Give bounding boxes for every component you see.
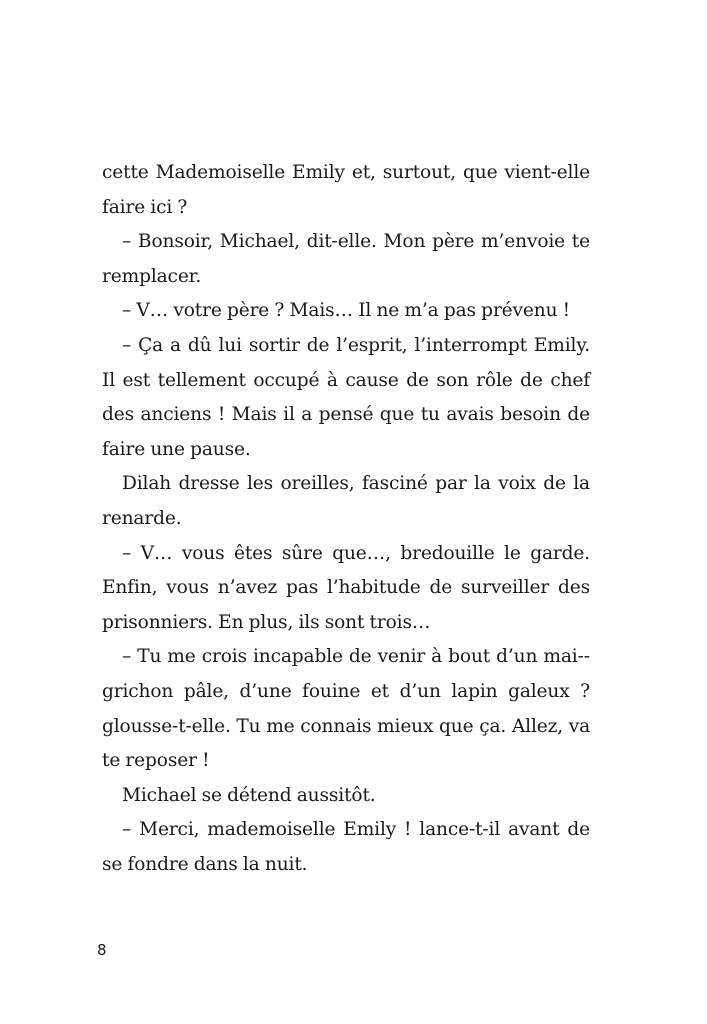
paragraph: – Tu me crois incapable de venir à bout d’un mai-grichon pâle, d’une fouine et d’un lapin galeux ? glousse-t-elle. Tu me connais mieux que ça. Allez, va te reposer ! — [102, 646, 590, 772]
paragraph: – Merci, mademoiselle Emily ! lance-t-il avant de se fondre dans la nuit. — [102, 819, 590, 875]
page-number: 8 — [97, 941, 107, 959]
body-text — [102, 156, 590, 882]
paragraph: – Ça a dû lui sortir de l’esprit, l’interrompt Emily. Il est tellement occupé à cause de son rôle de chef des anciens ! Mais il a pensé que tu avais besoin de faire une pause. — [102, 334, 590, 460]
paragraph: cette Mademoiselle Emily et, surtout, que vient-elle faire ici ? — [102, 162, 590, 218]
paragraph: Dilah dresse les oreilles, fasciné par la voix de la renarde. — [102, 473, 590, 529]
paragraph: – V… vous êtes sûre que…, bredouille le garde. Enfin, vous n’avez pas l’habitude de surveiller des prisonniers. En plus, ils sont trois… — [102, 542, 590, 633]
paragraph: – Bonsoir, Michael, dit-elle. Mon père m’envoie te remplacer. — [102, 231, 590, 287]
paragraph: – V… votre père ? Mais… Il ne m’a pas prévenu ! — [122, 300, 570, 322]
paragraph: Michael se détend aussitôt. — [122, 784, 376, 806]
